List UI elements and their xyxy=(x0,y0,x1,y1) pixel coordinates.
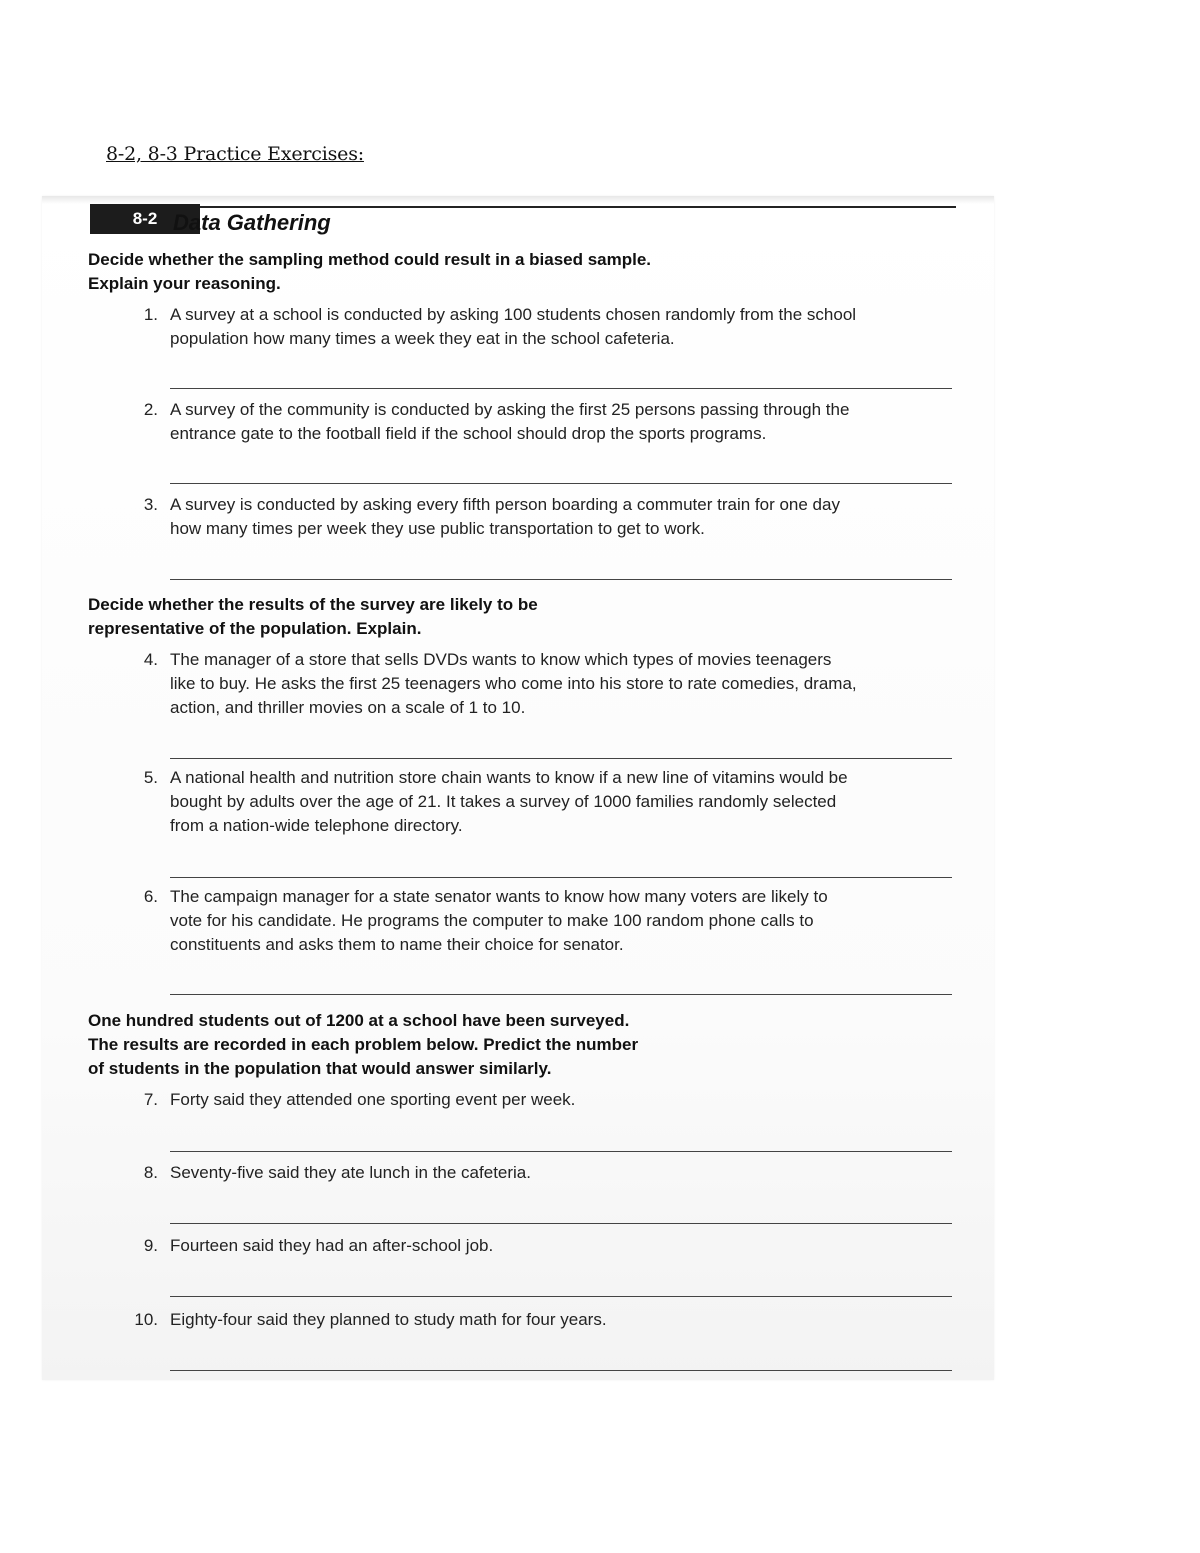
page-heading: 8-2, 8-3 Practice Exercises: xyxy=(106,143,364,165)
problem-text: A survey at a school is conducted by asking 100 students chosen randomly from the school population how many times a week they eat in the school cafeteria. xyxy=(170,305,857,348)
title-rule xyxy=(170,206,956,208)
answer-line-3[interactable] xyxy=(170,579,952,580)
answer-line-10[interactable] xyxy=(170,1370,952,1371)
problem-text: Fourteen said they had an after-school job. xyxy=(170,1236,494,1255)
problem-number: 1. xyxy=(143,305,158,324)
answer-line-8[interactable] xyxy=(170,1223,952,1224)
section-title: Data Gathering xyxy=(173,210,331,235)
lesson-badge: 8-2 xyxy=(90,204,200,234)
problem-number: 9. xyxy=(143,1236,158,1255)
answer-line-1[interactable] xyxy=(170,388,952,389)
answer-line-5[interactable] xyxy=(170,877,952,878)
answer-line-7[interactable] xyxy=(170,1151,952,1152)
problem-text: Seventy-five said they ate lunch in the cafeteria. xyxy=(170,1163,531,1182)
problem-number: 2. xyxy=(143,400,158,419)
problem-number: 5. xyxy=(143,768,158,787)
problem-text: The campaign manager for a state senator wants to know how many voters are likely to vote for his candidate. He programs the computer to make 100 random phone calls to constituents and asks them to name their choice for senator. xyxy=(170,887,828,954)
problem-number: 7. xyxy=(143,1090,158,1109)
scan-top-shadow xyxy=(42,196,994,204)
problem-number: 3. xyxy=(143,495,158,514)
problem-text: A survey is conducted by asking every fifth person boarding a commuter train for one day how many times per week they use public transportation to get to work. xyxy=(170,495,840,538)
problem-text: A survey of the community is conducted by asking the first 25 persons passing through the entrance gate to the football field if the school should drop the sports programs. xyxy=(170,400,850,443)
directions-biased-sample: Decide whether the sampling method could result in a biased sample. Explain your reasoning. xyxy=(88,250,652,293)
problem-text: Eighty-four said they planned to study math for four years. xyxy=(170,1310,607,1329)
directions-predict: One hundred students out of 1200 at a school have been surveyed. The results are recorded in each problem below. Predict the number of students in the population that would answer similarly. xyxy=(88,1011,639,1078)
answer-line-2[interactable] xyxy=(170,483,952,484)
problem-number: 4. xyxy=(143,650,158,669)
directions-representative: Decide whether the results of the survey are likely to be representative of the population. Explain. xyxy=(88,595,538,638)
worksheet-scan xyxy=(42,196,994,1380)
problem-text: Forty said they attended one sporting event per week. xyxy=(170,1090,576,1109)
problem-number: 6. xyxy=(143,887,158,906)
cropped-title-fragment xyxy=(212,196,352,202)
answer-line-6[interactable] xyxy=(170,994,952,995)
problem-text: The manager of a store that sells DVDs wants to know which types of movies teenagers like to buy. He asks the first 25 teenagers who come into his store to rate comedies, drama, action, and thriller movies on a scale of 1 to 10. xyxy=(170,650,857,717)
problem-number: 8. xyxy=(143,1163,158,1182)
problem-number: 10. xyxy=(134,1310,158,1329)
answer-line-4[interactable] xyxy=(170,758,952,759)
problem-text: A national health and nutrition store chain wants to know if a new line of vitamins would be bought by adults over the age of 21. It takes a survey of 1000 families randomly selected from a nation-wide telephone directory. xyxy=(170,768,848,835)
answer-line-9[interactable] xyxy=(170,1296,952,1297)
